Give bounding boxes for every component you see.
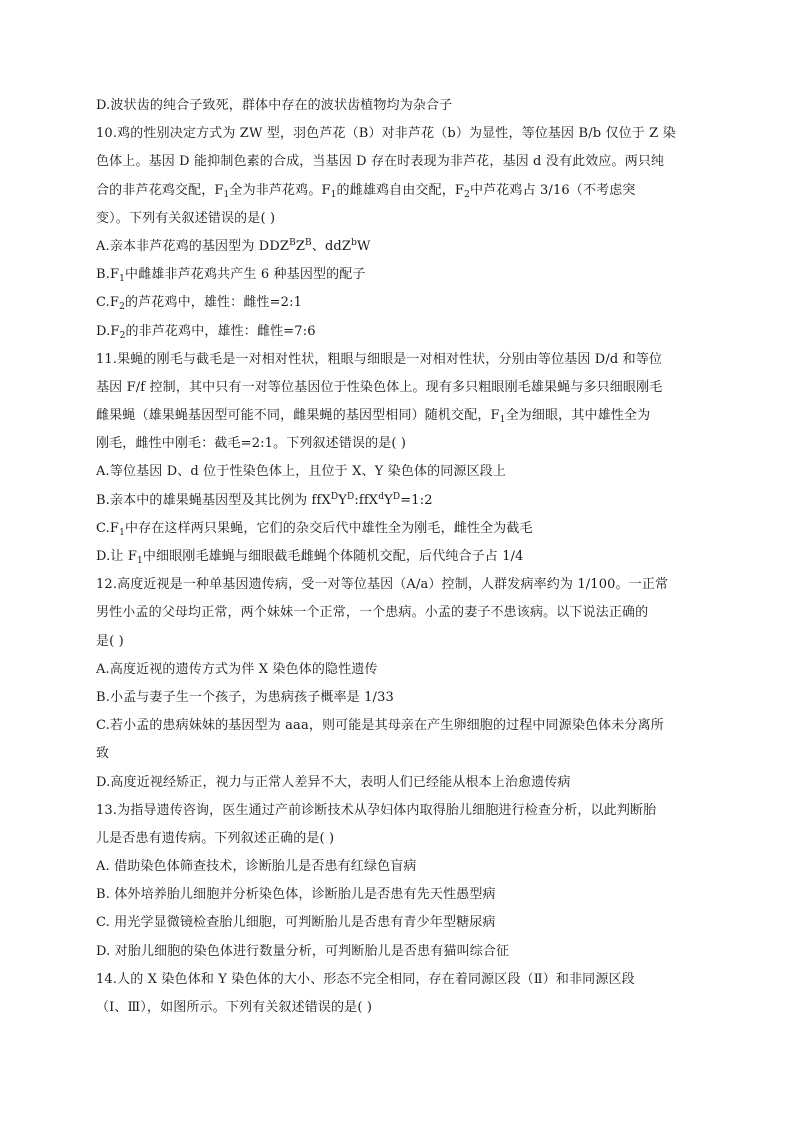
subscript: 1 [330,189,337,200]
text-run: C.F [96,295,120,311]
text-run: 是( ) [96,633,124,649]
text-line [96,120,706,148]
subscript: 1 [119,527,125,538]
text-run: 的非芦花鸡中，雄性：雌性=7:6 [125,323,316,339]
text-line [96,148,706,176]
text-line [96,825,706,853]
text-run: 中存在这样两只果蝇，它们的杂交后代中雄性全为刚毛，雌性全为截毛 [124,520,533,536]
text-run: 14.人的 X 染色体和 Y 染色体的大小、形态不完全相同，存在着同源区段（Ⅱ）和非同源区段 [96,971,635,987]
superscript: D [346,491,355,502]
subscript: 1 [223,189,230,200]
text-line [96,656,706,684]
text-run: 中雌雄非芦花鸡共产生 6 种基因型的配子 [125,267,366,283]
text-line [96,233,706,261]
text-run: A.亲本非芦花鸡的基因型为 DDZ [96,238,290,254]
text-line [96,515,706,543]
text-line [96,177,706,205]
text-run: A.等位基因 D、d 位于性染色体上，且位于 X、Y 染色体的同源区段上 [96,464,507,480]
text-line [96,599,706,627]
text-line [96,909,706,937]
superscript: D [330,491,339,502]
text-run: Z [295,238,306,254]
text-run: 全为细眼，其中雄性全为 [505,408,651,424]
text-line [96,318,706,346]
subscript: 1 [119,274,126,285]
text-run: 致 [96,746,110,762]
superscript: B [289,237,296,248]
text-run: C.若小孟的患病妹妹的基因型为 aaa，则可能是其母亲在产生卵细胞的过程中同源染色体未分离所 [96,718,664,734]
text-line [96,769,706,797]
text-line [96,797,706,825]
question-text [96,92,706,1022]
subscript: 2 [119,330,126,341]
text-run: D.让 F [96,549,137,564]
text-run: :ffX [354,492,379,508]
text-run: 男性小孟的父母均正常，两个妹妹一个正常，一个患病。小孟的妻子不患该病。以下说法正确的 [96,605,649,621]
text-line [96,938,706,966]
text-run: 雌果蝇（雄果蝇基因型可能不同，雌果蝇的基因型相同）随机交配，F [96,408,500,424]
text-line [96,346,706,374]
text-line [96,430,706,458]
text-line [96,571,706,599]
text-run: 12.高度近视是一种单基因遗传病，受一对等位基因（A/a）控制，人群发病率约为 1/100。一正常 [96,577,669,593]
text-run: B.F [96,267,120,283]
text-run: Y [338,492,347,508]
text-run: Y [384,492,393,508]
text-run: 的芦花鸡中，雄性：雌性=2:1 [124,295,303,311]
text-run: D.F [96,323,120,339]
text-run: （Ⅰ、Ⅲ），如图所示。下列有关叙述错误的是( ) [96,1000,373,1015]
text-run: 基因 F/f 控制，其中只有一对等位基因位于性染色体上。现有多只粗眼刚毛雄果蝇与多只细眼刚毛 [96,379,663,395]
text-run: C. 用光学显微镜检查胎儿细胞，可判断胎儿是否患有青少年型糖尿病 [96,915,496,931]
superscript: d [378,491,385,502]
text-run: 11.果蝇的刚毛与截毛是一对相对性状，粗眼与细眼是一对相对性状，分别由等位基因 D/d 和等位 [96,351,663,367]
text-line [96,487,706,515]
text-run: 刚毛，雌性中刚毛：截毛=2:1。下列叙述错误的是( ) [96,436,407,452]
text-run: 全为非芦花鸡。F [229,182,331,198]
superscript: b [351,237,358,248]
subscript: 1 [499,415,506,426]
subscript: 1 [137,556,143,566]
text-line [96,543,706,571]
text-line [96,205,706,233]
text-run: 色体上。基因 D 能抑制色素的合成，当基因 D 存在时表现为非芦花，基因 d 没有此效应。两只纯 [96,154,665,170]
text-run: B.亲本中的雄果蝇基因型及其比例为 ffX [96,492,331,508]
text-line [96,853,706,881]
text-line [96,966,706,994]
text-run: B. 体外培养胎儿细胞并分析染色体，诊断胎儿是否患有先天性愚型病 [96,887,496,903]
text-line [96,881,706,909]
text-line [96,628,706,656]
text-run: =1:2 [400,492,433,508]
subscript: 2 [119,302,125,313]
text-line [96,261,706,289]
text-run: 的雌雄鸡自由交配，F [336,182,465,198]
text-run: A.高度近视的遗传方式为伴 X 染色体的隐性遗传 [96,661,378,677]
text-run: 儿是否患有遗传病。下列叙述正确的是( ) [96,830,335,846]
text-run: D.波状齿的纯合子致死，群体中存在的波状齿植物均为杂合子 [96,98,453,113]
text-run: 合的非芦花鸡交配，F [96,182,224,198]
text-line [96,684,706,712]
text-run: A. 借助染色体筛查技术，诊断胎儿是否患有红绿色盲病 [96,859,417,875]
subscript: 2 [464,189,470,200]
text-line [96,289,706,317]
text-run: W [357,238,371,254]
text-run: 、ddZ [311,238,352,254]
text-run: 10.鸡的性别决定方式为 ZW 型，羽色芦花（B）对非芦花（b）为显性，等位基因 B/b 仅位于 Z 染 [96,126,676,142]
text-line [96,92,706,120]
text-line [96,740,706,768]
text-run: 中细眼刚毛雄蝇与细眼截毛雌蝇个体随机交配，后代纯合子占 1/4 [142,549,524,564]
text-run: 13.为指导遗传咨询，医生通过产前诊断技术从孕妇体内取得胎儿细胞进行检查分析，以此判断胎 [96,802,657,818]
text-run: 变）。下列有关叙述错误的是( ) [96,210,276,226]
text-line [96,712,706,740]
superscript: D [392,491,401,502]
text-line [96,994,706,1022]
text-run: B.小孟与妻子生一个孩子，为患病孩子概率是 1/33 [96,689,394,705]
text-line [96,374,706,402]
text-line [96,402,706,430]
text-run: C.F [96,520,120,536]
superscript: B [305,237,312,248]
text-run: D. 对胎儿细胞的染色体进行数量分析，可判断胎儿是否患有猫叫综合征 [96,943,510,959]
text-run: 中芦花鸡占 3/16（不考虑突 [469,182,636,198]
text-run: D.高度近视经矫正，视力与正常人差异不大，表明人们已经能从根本上治愈遗传病 [96,774,571,790]
text-line [96,458,706,486]
